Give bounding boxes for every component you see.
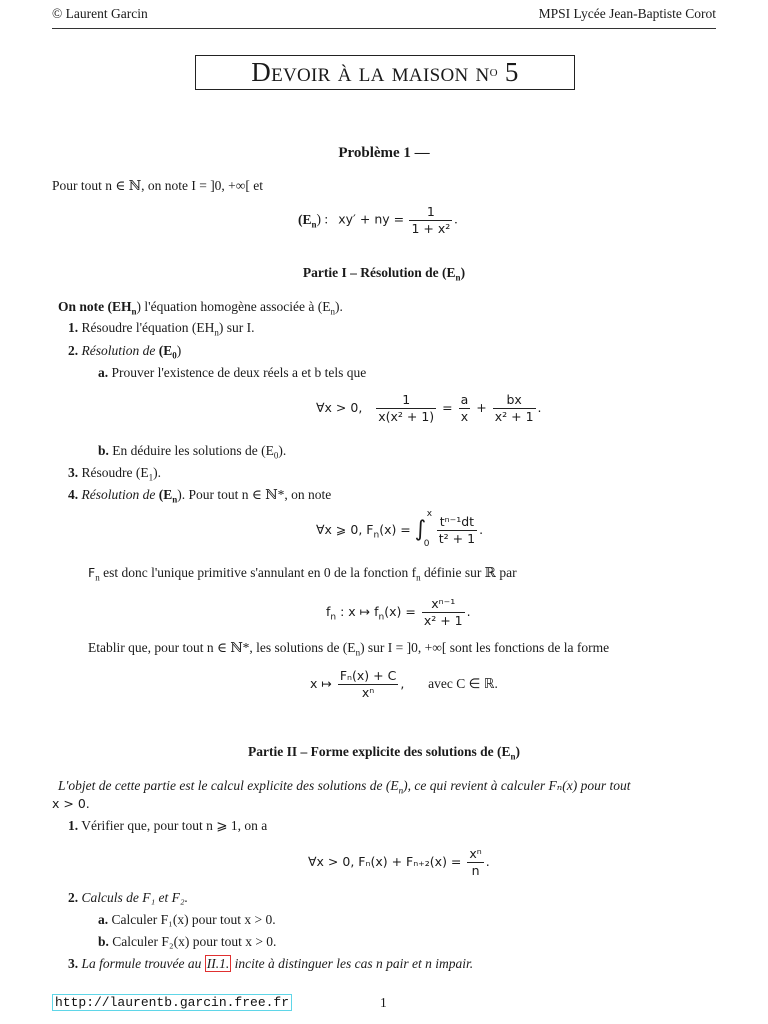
part1-heading: Partie I – Résolution de $(E_n)$ — [302, 265, 466, 283]
title-sup: o — [489, 64, 498, 80]
part2-intro-line2: x > 0. — [52, 796, 90, 811]
title-text: Devoir à la maison n — [251, 57, 490, 87]
header-author: © Laurent Garcin — [52, 6, 148, 21]
intro-text: Pour tout n ∈ ℕ, on note I = ]0, +∞[ et — [52, 178, 264, 193]
part2-question-1: 1. Vérifier que, pour tout n ⩾ 1, on a — [68, 818, 268, 833]
reference-link-II1[interactable]: II.1. — [206, 956, 230, 971]
part2-question-2b: b. Calculer F₂(x) pour tout x > 0. — [98, 934, 277, 949]
part1-question-2b: b. En déduire les solutions de $(E_0)$. — [98, 443, 287, 461]
header-school: MPSI Lycée Jean-Baptiste Corot — [538, 6, 716, 21]
part1-question-2a: a. Prouver l'existence de deux réels a et b tels que — [98, 365, 367, 380]
part2-question-2a: a. Calculer F₁(x) pour tout x > 0. — [98, 912, 276, 927]
part1-question-1: 1. Résoudre l'équation $(EH_n)$ sur I. — [68, 320, 255, 338]
part2-intro-line1: L'objet de cette partie est le calcul explicite des solutions de $(E_n)$, ce qui revient à calculer Fₙ(x) pour tout — [58, 778, 631, 796]
title-number: 5 — [504, 57, 519, 87]
part1-question-3: 3. Résoudre $(E_1)$. — [68, 465, 161, 483]
part2-question-2: 2. Calculs de F₁ et F₂. — [68, 890, 188, 905]
problem-heading: Problème 1 — — [338, 145, 430, 161]
part1-question-4: 4. Résolution de $(E_n)$. Pour tout n ∈ ℕ*, on note — [68, 487, 332, 505]
part2-heading: Partie II – Forme explicite des solutions de $(E_n)$ — [248, 744, 520, 762]
equation-solution: x ↦ $\frac{\text{Fₙ(x) + C}}{\text{xⁿ}}$ , avec C ∈ ℝ. — [310, 668, 498, 700]
part1-question-2: 2. Résolution de $(E_0)$ — [68, 343, 182, 361]
header-rule — [52, 28, 716, 29]
document-title — [195, 55, 575, 90]
equation-recurrence: ∀x > 0, Fₙ(x) + Fₙ₊₂(x) = $\frac{\text{xⁿ}}{n}$ . — [308, 846, 490, 878]
part2-question-3: 3. La formule trouvée au II.1. incite à distinguer les cas n pair et n impair. — [68, 956, 474, 971]
establish-text: Etablir que, pour tout n ∈ ℕ*, les solutions de $(E_n)$ sur I = ]0, +∞[ sont les fonctions de la forme — [88, 640, 610, 658]
page-number: 1 — [380, 995, 387, 1010]
equation-ab: ∀x > 0, $\frac{1}{\text{x(x² + 1)}}$ = $\frac{a}{x}$ + $\frac{bx}{\text{x² + 1}}$ . — [316, 392, 542, 424]
fn-definition-text: $F_n$ est donc l'unique primitive s'annulant en 0 de la fonction $f_n$ définie sur ℝ par — [88, 565, 517, 583]
equation-En: $(E_n)$ : xy′ + ny = $\frac{1}{\text{1 + x²}}$ . — [298, 204, 458, 236]
equation-fn: $f_n$ : x ↦ $f_n(x)$ = $\frac{\text{xⁿ⁻¹}}{\text{x² + 1}}$ . — [326, 596, 471, 628]
part1-note: On note $(EH_n)$ l'équation homogène associée à $(E_n)$. — [58, 299, 343, 317]
footer-link[interactable]: http://laurentb.garcin.free.fr — [52, 994, 292, 1010]
equation-Fn: ∀x ⩾ 0, $F_n(x)$ = ∫ x 0 $\frac{\text{tⁿ⁻¹dt}}{\text{t² + 1}}$ . — [316, 509, 484, 549]
